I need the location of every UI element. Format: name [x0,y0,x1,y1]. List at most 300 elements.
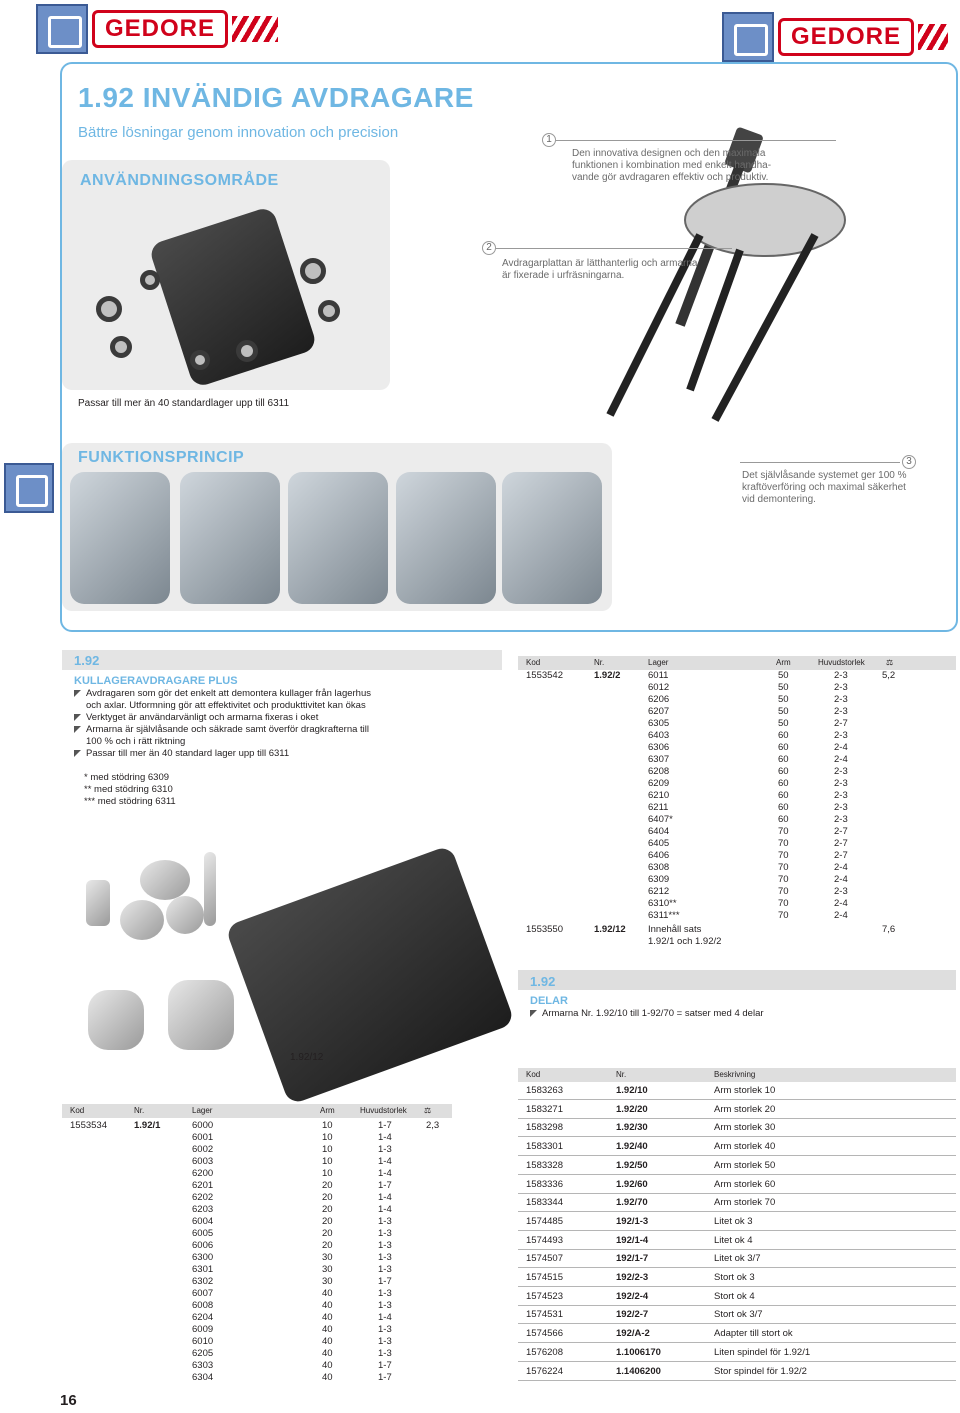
cell-kod: 1583263 [526,1085,563,1096]
bearing-image [190,350,210,370]
cell-arm: 20 [322,1216,333,1227]
brand-name: GEDORE [92,10,228,48]
table-row [518,802,956,814]
cell-lager: 6204 [192,1312,214,1323]
cell-arm: 10 [322,1120,333,1131]
table-row [62,1144,452,1156]
cell-arm: 70 [778,862,789,873]
tool-cube-icon [36,4,88,54]
table-row [518,766,956,778]
table-row [518,730,956,742]
cell-nr: 192/1-3 [616,1215,649,1227]
cell-huvud: 2-3 [834,766,848,777]
cell-lager: 6209 [648,778,670,789]
cell-huvud: 2-3 [834,730,848,741]
cell-huvud: 2-4 [834,754,848,765]
parts-number: 1.92 [530,974,556,989]
cell-arm: 40 [322,1336,333,1347]
cell-arm: 60 [778,742,789,753]
table-row [518,754,956,766]
yoke-plate-image [140,860,190,900]
cell-lager: 6300 [192,1252,214,1263]
cell-beskrivning: Stor spindel för 1.92/2 [714,1365,807,1377]
step-photo-2 [180,472,280,604]
tool-cube-icon [722,12,774,62]
cell-arm: 30 [322,1252,333,1263]
cell-nr: 1.92/1 [134,1120,161,1131]
cell-lager: 6002 [192,1144,214,1155]
table-row [62,1120,452,1132]
puller-medium-image [168,980,234,1050]
table-row [518,1288,956,1306]
cell-arm: 60 [778,790,789,801]
cell-lager: 6405 [648,838,670,849]
cell-arm: 60 [778,778,789,789]
table-row [518,1176,956,1194]
cell-huvud: 2-3 [834,682,848,693]
table-row [518,790,956,802]
cell-huvud: 2-3 [834,790,848,801]
cell-huvud: 2-7 [834,850,848,861]
leader-line [556,140,836,141]
cell-lager: 6404 [648,826,670,837]
cell-lager: 6301 [192,1264,214,1275]
table-row [518,1363,956,1381]
cell-huvud: 1-3 [378,1144,392,1155]
cell-lager: 6008 [192,1300,214,1311]
cell-arm: 70 [778,826,789,837]
cell-arm: 30 [322,1264,333,1275]
cell-arm: 30 [322,1276,333,1287]
page-title: 1.92 INVÄNDIG AVDRAGARE [78,82,474,113]
table-row [518,862,956,874]
cell-arm: 70 [778,874,789,885]
cell-nr: 192/2-7 [616,1309,649,1321]
step-photo-5 [502,472,602,604]
bearing-image [96,296,122,322]
table-row [518,1194,956,1212]
cell-huvud: 1-7 [378,1372,392,1383]
cell-nr: 192/1-7 [616,1253,649,1265]
cell-lager: 6010 [192,1336,214,1347]
cell-nr: 192/A-2 [616,1328,650,1340]
cell-huvud: 1-7 [378,1360,392,1371]
table-row [518,1157,956,1175]
col-lager: Lager [192,1106,213,1115]
callout-number: 1 [542,133,556,147]
cell-beskrivning: Arm storlek 20 [714,1103,776,1115]
cell-huvud: 1-4 [378,1312,392,1323]
table-row [518,936,956,948]
col-beskrivning: Beskrivning [714,1070,756,1079]
cell-lager: 6000 [192,1120,214,1131]
bullet-item: Armarna Nr. 1.92/10 till 1-92/70 = satser med 4 delar [530,1008,930,1020]
cell-arm: 40 [322,1300,333,1311]
cell-lager: 6200 [192,1168,214,1179]
cell-lager: 6011 [648,670,669,681]
cell-nr: 1.92/30 [616,1122,648,1134]
cell-lager: 6004 [192,1216,214,1227]
cell-kod: 1583328 [526,1159,563,1171]
cell-lager: 6307 [648,754,670,765]
stodring-notes [84,772,176,808]
cell-kod: 1574493 [526,1234,563,1246]
cell-arm: 20 [322,1192,333,1203]
table-row [62,1336,452,1348]
col-kod: Kod [526,1070,541,1079]
col-kod: Kod [526,658,541,667]
stripes-decor [232,16,278,42]
table-row [62,1192,452,1204]
cell-arm: 20 [322,1228,333,1239]
table-header [62,1104,452,1118]
yoke-plate-image [166,896,204,934]
cell-lager: 6311*** [648,910,680,921]
table-row [62,1252,452,1264]
cell-huvud: 1-3 [378,1348,392,1359]
cell-kod: 1583298 [526,1122,563,1134]
callout-text: Avdragarplattan är lätthanterlig och armarna är fixerade i urfräsningarna. [502,258,698,281]
table-row [62,1168,452,1180]
cell-arm: 60 [778,754,789,765]
weight-icon: ⚖ [886,658,894,667]
cell-huvud: 2-3 [834,694,848,705]
cell-beskrivning: Stort ok 3 [714,1272,755,1283]
cell-arm: 20 [322,1180,333,1191]
page-subtitle: Bättre lösningar genom innovation och precision [78,124,399,141]
table-row [62,1276,452,1288]
cell-huvud: 1-7 [378,1180,392,1191]
cell-lager: 6308 [648,862,670,873]
note-line: *** med stödring 6311 [84,796,176,807]
cell-arm: 40 [322,1324,333,1335]
stripes-decor [918,24,948,50]
cell-weight: 7,6 [882,924,896,935]
cell-huvud: 1-4 [378,1192,392,1203]
table-row [518,694,956,706]
table-row [518,670,956,682]
cell-nr: 1.92/10 [616,1085,648,1096]
cell-huvud: 2-4 [834,898,848,909]
cell-huvud: 2-4 [834,742,848,753]
cell-weight: 2,3 [426,1120,440,1131]
cell-huvud: 2-3 [834,814,848,825]
cell-kod: 1553542 [526,670,563,681]
leader-line [740,462,900,463]
cell-lager: 6007 [192,1288,214,1299]
cell-kod: 1553534 [70,1120,107,1131]
cell-kod: 1574531 [526,1309,563,1321]
table-row [518,706,956,718]
cell-arm: 40 [322,1372,333,1383]
table-row [62,1288,452,1300]
yoke-plate-image [120,900,164,940]
cell-nr: 1.92/12 [594,924,626,935]
table-row [518,1213,956,1231]
cell-beskrivning: Stort ok 3/7 [714,1309,763,1321]
cell-huvud: 1-4 [378,1168,392,1179]
cell-beskrivning: Adapter till stort ok [714,1328,793,1340]
cell-arm: 40 [322,1360,333,1371]
table-row [518,778,956,790]
cell-lager: 1.92/1 och 1.92/2 [648,936,722,947]
cell-kod: 1583301 [526,1141,563,1153]
cell-huvud: 2-7 [834,826,848,837]
col-nr: Nr. [616,1070,627,1079]
note-line: ** med stödring 6310 [84,784,173,795]
cell-huvud: 1-4 [378,1204,392,1215]
table-row [518,1119,956,1137]
cell-nr: 1.92/2 [594,670,621,681]
table-row [62,1132,452,1144]
cell-lager: 6212 [648,886,670,897]
table-row [518,1082,956,1100]
cell-lager: 6310** [648,898,677,909]
table-row [62,1324,452,1336]
cell-nr: 1.1006170 [616,1346,661,1358]
cell-nr: 1.92/60 [616,1178,648,1190]
bearing-image [236,340,258,362]
cell-huvud: 2-4 [834,862,848,873]
cell-huvud: 2-4 [834,910,848,921]
cell-arm: 40 [322,1312,333,1323]
table-row [518,1269,956,1287]
cell-huvud: 2-3 [834,802,848,813]
cell-arm: 10 [322,1132,333,1143]
callout-text: Det självlåsande systemet ger 100 % kraftöverföring och maximal säkerhet vid demontering. [742,470,907,505]
cell-kod: 1553550 [526,924,563,935]
usage-tab-title: ANVÄNDNINGSOMRÅDE [80,172,279,189]
cell-nr: 192/2-3 [616,1272,649,1283]
parts-title: DELAR [530,995,568,1007]
cell-huvud: 2-7 [834,718,848,729]
table-row [518,1250,956,1268]
table-row [518,826,956,838]
cell-beskrivning: Arm storlek 30 [714,1122,776,1134]
product-number: 1.92 [74,653,100,668]
page-number: 16 [60,1392,77,1409]
table-row [518,850,956,862]
col-arm: Arm [776,658,791,667]
table-row [518,718,956,730]
section-bar [62,650,502,670]
brand-name: GEDORE [778,18,914,56]
cell-beskrivning: Litet ok 3 [714,1215,753,1227]
col-arm: Arm [320,1106,335,1115]
cell-arm: 60 [778,802,789,813]
image-label: 1.92/12 [290,1052,324,1063]
callout-text: Den innovativa designen och den maximala funktionen i kombination med enkelt handha-vande gör avdragaren effektiv och produktiv. [572,148,772,183]
step-photo-3 [288,472,388,604]
spindle-image [204,852,216,926]
cell-kod: 1576224 [526,1365,563,1377]
cell-arm: 70 [778,910,789,921]
cell-lager: 6309 [648,874,670,885]
table-row [62,1360,452,1372]
cell-kod: 1574515 [526,1272,563,1283]
puller-icon [4,463,54,513]
cell-lager: 6006 [192,1240,214,1251]
callout-number: 3 [902,455,916,469]
cell-nr: 1.92/70 [616,1197,648,1209]
cell-arm: 50 [778,670,789,681]
tool-case-image [225,845,516,1106]
cell-nr: 1.92/50 [616,1159,648,1171]
cell-nr: 1.1406200 [616,1365,661,1377]
table-row [62,1180,452,1192]
cell-huvud: 1-7 [378,1120,392,1131]
cell-arm: 10 [322,1156,333,1167]
col-huvudstorlek: Huvudstorlek [818,658,865,667]
cell-arm: 70 [778,838,789,849]
cell-arm: 50 [778,706,789,717]
cell-lager: 6403 [648,730,670,741]
table-row [518,682,956,694]
step-photo-1 [70,472,170,604]
cell-kod: 1574566 [526,1328,563,1340]
bearing-image [300,258,326,284]
table-row [62,1312,452,1324]
cell-lager: 6206 [648,694,670,705]
table-row [518,924,956,936]
cell-arm: 70 [778,886,789,897]
table-row [62,1348,452,1360]
callout-number: 2 [482,241,496,255]
cell-lager: 6001 [192,1132,214,1143]
cell-lager: 6407* [648,814,673,825]
parts-header [518,1068,956,1082]
cell-weight: 5,2 [882,670,896,681]
cell-kod: 1576208 [526,1346,563,1358]
cell-lager: 6306 [648,742,670,753]
table-row [62,1240,452,1252]
table-row [518,1138,956,1156]
cell-lager: 6201 [192,1180,214,1191]
gedore-logo-left [36,4,278,54]
cell-lager: 6207 [648,706,670,717]
bullet-item: Armarna är självlåsande och säkrade samt överför dragkrafterna till 100 % och i rätt riktning [74,724,384,748]
cell-lager: 6202 [192,1192,214,1203]
cell-lager: 6406 [648,850,670,861]
cell-huvud: 1-4 [378,1156,392,1167]
cell-nr: 192/2-4 [616,1290,649,1302]
cell-huvud: 2-3 [834,706,848,717]
cell-huvud: 1-3 [378,1228,392,1239]
cell-lager: 6208 [648,766,670,777]
table-row [518,1306,956,1324]
cell-lager: 6302 [192,1276,214,1287]
cell-huvud: 1-3 [378,1288,392,1299]
col-kod: Kod [70,1106,85,1115]
cell-arm: 50 [778,682,789,693]
table-row [62,1156,452,1168]
cell-lager: 6009 [192,1324,214,1335]
cell-nr: 1.92/40 [616,1141,648,1153]
cell-beskrivning: Arm storlek 50 [714,1159,776,1171]
cell-arm: 10 [322,1144,333,1155]
leader-line [496,248,732,249]
cell-huvud: 2-3 [834,670,848,681]
col-nr: Nr. [594,658,605,667]
bearing-image [140,270,160,290]
cell-beskrivning: Arm storlek 10 [714,1085,776,1096]
cell-nr: 192/1-4 [616,1234,649,1246]
cell-arm: 70 [778,898,789,909]
cell-huvud: 2-7 [834,838,848,849]
cell-huvud: 1-3 [378,1264,392,1275]
table-row [518,742,956,754]
cell-lager: 6211 [648,802,669,813]
cell-beskrivning: Litet ok 3/7 [714,1253,761,1265]
cell-huvud: 1-4 [378,1132,392,1143]
bullet-item: Verktyget är användarvänligt och armarna fixeras i oket [74,712,384,724]
cell-huvud: 1-3 [378,1216,392,1227]
cell-beskrivning: Arm storlek 60 [714,1178,776,1190]
cell-lager: 6303 [192,1360,214,1371]
bearing-image [318,300,340,322]
table-row [518,1101,956,1119]
arm-set-image [86,880,110,926]
cell-nr: 1.92/20 [616,1103,648,1115]
table-row [62,1300,452,1312]
col-lager: Lager [648,658,669,667]
cell-beskrivning: Arm storlek 70 [714,1197,776,1209]
cell-lager: 6210 [648,790,670,801]
cell-huvud: 2-4 [834,874,848,885]
table-row [62,1228,452,1240]
note-line: * med stödring 6309 [84,772,170,783]
col-nr: Nr. [134,1106,145,1115]
table-header [518,656,956,670]
cell-arm: 70 [778,850,789,861]
table-row [62,1372,452,1384]
cell-huvud: 1-3 [378,1324,392,1335]
cell-huvud: 2-3 [834,778,848,789]
cell-arm: 60 [778,814,789,825]
bullet-item: Avdragaren som gör det enkelt att demontera kullager från lagerhus och axlar. Utformning gör att effektivitet och produkttivitet kan ökas [74,688,384,712]
cell-arm: 50 [778,694,789,705]
cell-arm: 20 [322,1204,333,1215]
cell-huvud: 1-3 [378,1336,392,1347]
table-row [518,1325,956,1343]
cell-beskrivning: Stort ok 4 [714,1290,755,1302]
col-huvudstorlek: Huvudstorlek [360,1106,407,1115]
cell-arm: 60 [778,730,789,741]
cell-beskrivning: Litet ok 4 [714,1234,753,1246]
cell-lager: 6003 [192,1156,214,1167]
parts-bullets [530,1008,930,1020]
cell-huvud: 2-3 [834,886,848,897]
cell-arm: 40 [322,1348,333,1359]
cell-beskrivning: Arm storlek 40 [714,1141,776,1153]
cell-huvud: 1-3 [378,1300,392,1311]
cell-lager: 6205 [192,1348,214,1359]
table-row [518,838,956,850]
table-row [518,874,956,886]
cell-arm: 10 [322,1168,333,1179]
step-photo-4 [396,472,496,604]
cell-kod: 1574485 [526,1215,563,1227]
cell-arm: 50 [778,718,789,729]
cell-kod: 1574507 [526,1253,563,1265]
cell-huvud: 1-3 [378,1252,392,1263]
cell-lager: 6012 [648,682,670,693]
usage-caption: Passar till mer än 40 standardlager upp till 6311 [78,398,290,409]
cell-kod: 1583336 [526,1178,563,1190]
puller-small-image [88,990,144,1050]
function-tab-title: FUNKTIONSPRINCIP [78,449,245,466]
table-row [62,1204,452,1216]
